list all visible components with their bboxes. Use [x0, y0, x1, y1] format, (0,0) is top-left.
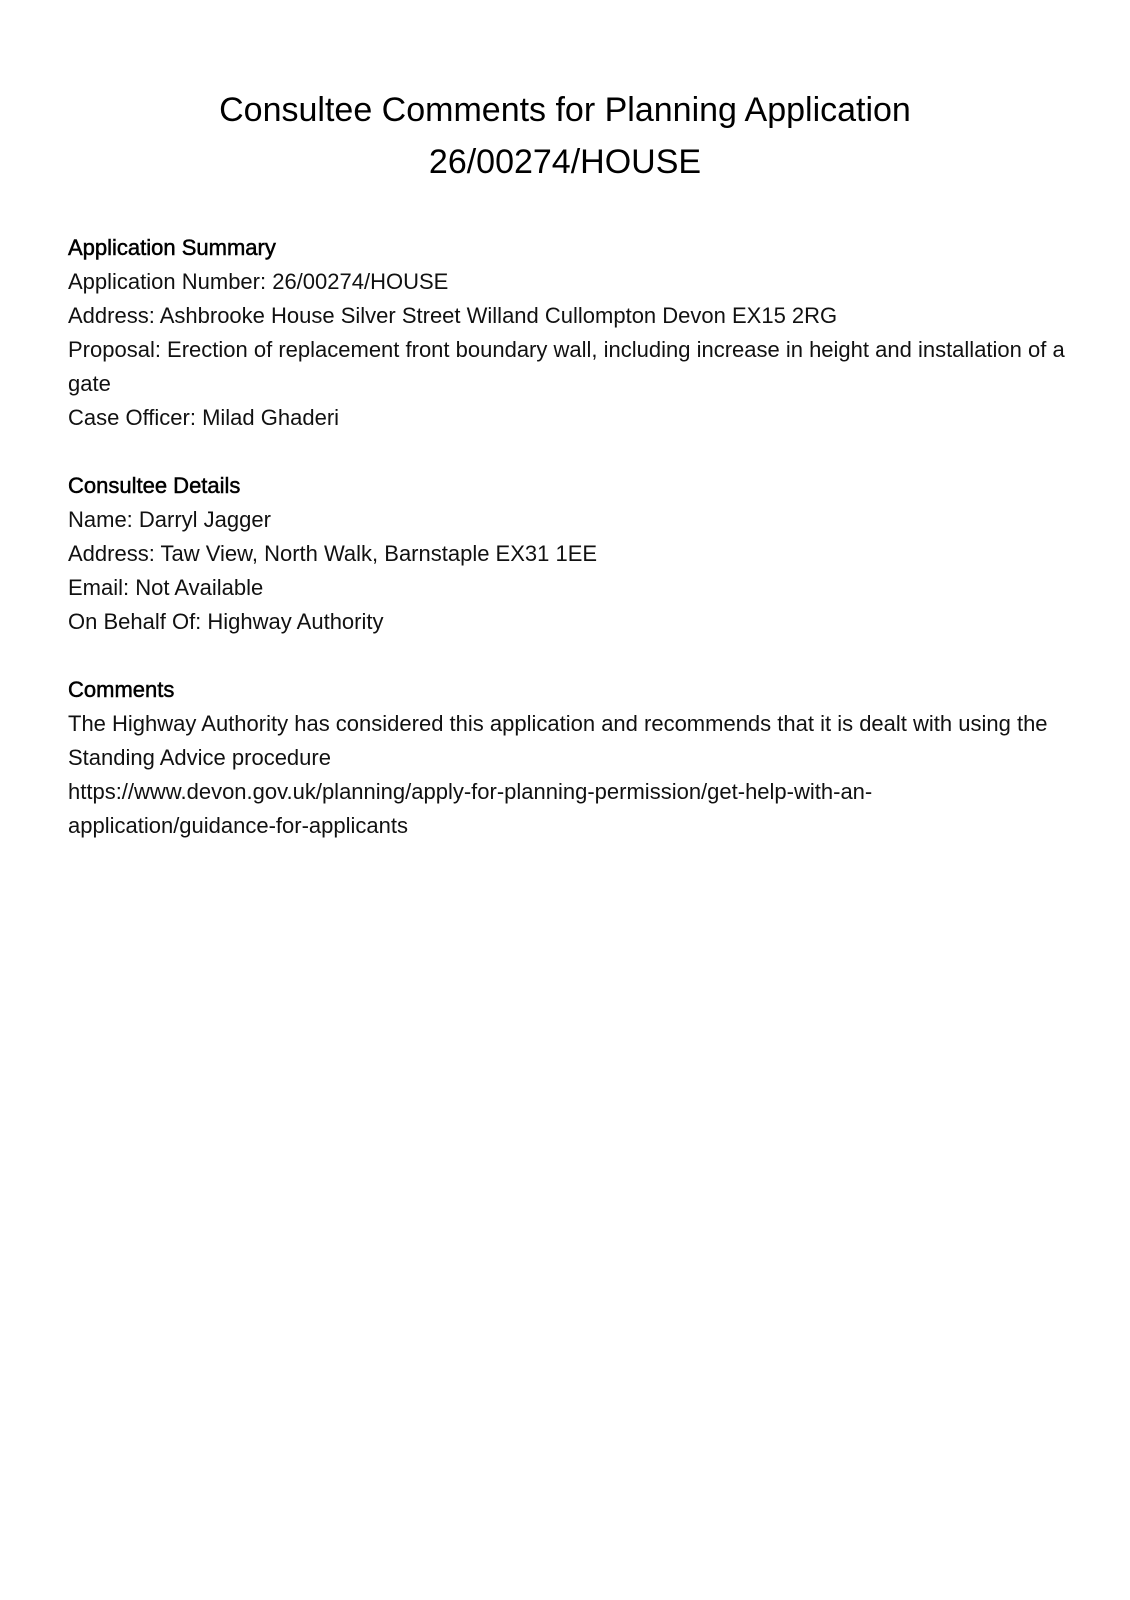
comments-url-line1: https://www.devon.gov.uk/planning/apply-for-planning-permission/get-help-with-an- [68, 779, 873, 804]
comments-url-line2: application/guidance-for-applicants [68, 813, 408, 838]
consultee-on-behalf-of: On Behalf Of: Highway Authority [68, 609, 384, 634]
application-number: Application Number: 26/00274/HOUSE [68, 269, 449, 294]
case-officer: Case Officer: Milad Ghaderi [68, 405, 340, 430]
application-proposal: Proposal: Erection of replacement front boundary wall, including increase in height and installation of a gate [68, 337, 1065, 396]
page-title-line2: 26/00274/HOUSE [428, 143, 702, 181]
consultee-details-section [68, 469, 1068, 639]
comments-section [68, 673, 1068, 843]
application-summary-section [68, 231, 1068, 435]
document-body [68, 231, 1068, 877]
comments-heading: Comments [68, 677, 175, 702]
application-address: Address: Ashbrooke House Silver Street Willand Cullompton Devon EX15 2RG [68, 303, 838, 328]
consultee-name: Name: Darryl Jagger [68, 507, 271, 532]
consultee-details-heading: Consultee Details [68, 473, 241, 498]
consultee-email: Email: Not Available [68, 575, 264, 600]
page-title-line1: Consultee Comments for Planning Application [219, 91, 911, 129]
page-title [0, 84, 1130, 188]
consultee-address: Address: Taw View, North Walk, Barnstaple EX31 1EE [68, 541, 598, 566]
comments-text: The Highway Authority has considered this application and recommends that it is dealt with using the Standing Advice procedure [68, 711, 1048, 770]
application-summary-heading: Application Summary [68, 235, 276, 260]
